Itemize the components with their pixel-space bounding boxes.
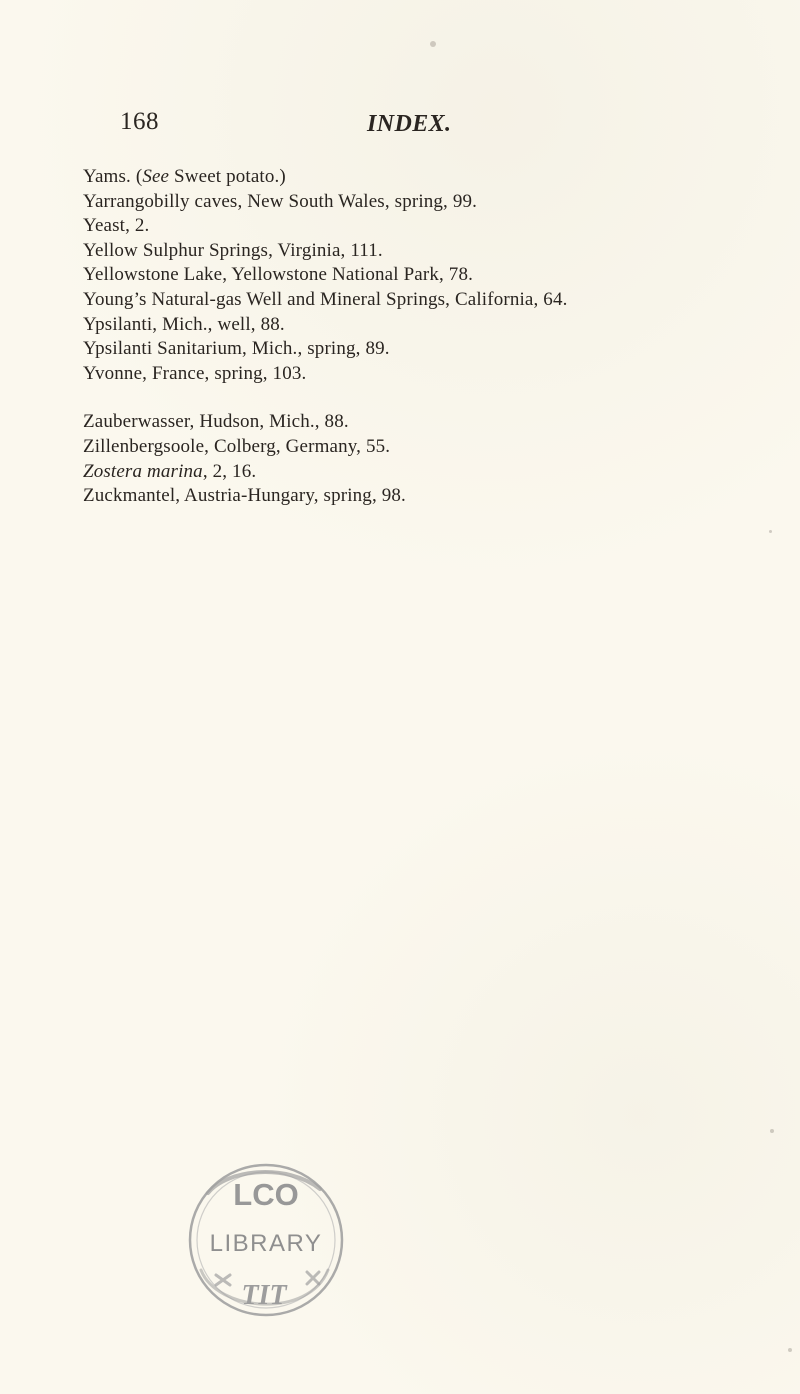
index-entry: Zuckmantel, Austria-Hungary, spring, 98. bbox=[83, 485, 406, 507]
index-entry: Zillenbergsoole, Colberg, Germany, 55. bbox=[83, 435, 391, 457]
running-head: INDEX. bbox=[367, 111, 452, 137]
paper-speck bbox=[769, 530, 772, 533]
index-entries bbox=[83, 165, 763, 509]
index-entry: Zostera marina, 2, 16. bbox=[83, 460, 257, 482]
index-entry: Yvonne, France, spring, 103. bbox=[83, 362, 307, 384]
index-entry: Yarrangobilly caves, New South Wales, spring, 99. bbox=[83, 190, 478, 212]
paper-speck bbox=[770, 1129, 774, 1133]
page-header bbox=[120, 108, 680, 144]
index-entry: Ypsilanti, Mich., well, 88. bbox=[83, 313, 285, 335]
svg-text:LIBRARY: LIBRARY bbox=[209, 1230, 323, 1257]
svg-text:TIT: TIT bbox=[241, 1280, 287, 1311]
library-stamp bbox=[175, 1147, 357, 1337]
page-number: 168 bbox=[120, 108, 159, 135]
paper-speck bbox=[430, 41, 436, 47]
index-entry: Young’s Natural-gas Well and Mineral Springs, California, 64. bbox=[83, 288, 568, 310]
index-entry: Yellow Sulphur Springs, Virginia, 111. bbox=[83, 239, 383, 261]
paper-speck bbox=[788, 1348, 792, 1352]
index-entry: Zauberwasser, Hudson, Mich., 88. bbox=[83, 411, 349, 433]
index-entry: Ypsilanti Sanitarium, Mich., spring, 89. bbox=[83, 338, 390, 360]
section-gap bbox=[83, 386, 763, 410]
svg-text:LCO: LCO bbox=[233, 1177, 299, 1212]
index-entry: Yams. (See Sweet potato.) bbox=[83, 166, 286, 187]
index-entry: Yellowstone Lake, Yellowstone National Park, 78. bbox=[83, 264, 473, 286]
index-entry: Yeast, 2. bbox=[83, 215, 150, 237]
